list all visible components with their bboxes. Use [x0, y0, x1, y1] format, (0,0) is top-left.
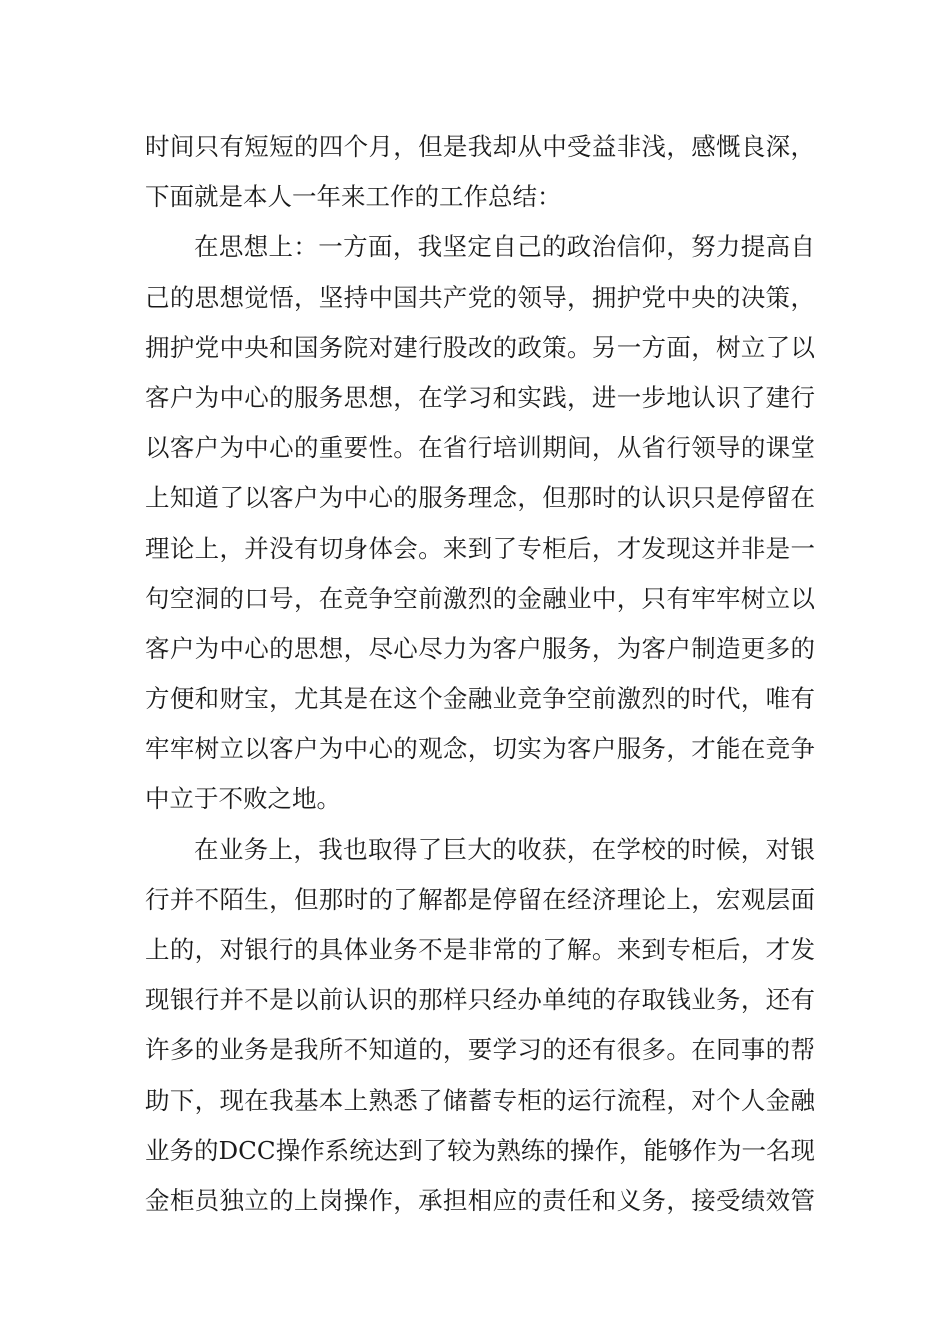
text-line: 上的，对银行的具体业务不是非常的了解。来到专柜后，才发	[145, 935, 815, 964]
text-line: 中立于不败之地。	[145, 784, 341, 814]
text-line: 金柜员独立的上岗操作，承担相应的责任和义务，接受绩效管	[145, 1185, 815, 1215]
text-line: 许多的业务是我所不知道的，要学习的还有很多。在同事的帮	[145, 1035, 815, 1065]
text-line: 方便和财宝，尤其是在这个金融业竞争空前激烈的时代，唯有	[145, 684, 815, 714]
text-line: 己的思想觉悟，坚持中国共产党的领导，拥护党中央的决策，	[145, 282, 815, 312]
body-text	[145, 122, 815, 1226]
text-line: 拥护党中央和国务院对建行股改的政策。另一方面，树立了以	[145, 332, 815, 362]
text-line: 客户为中心的服务思想，在学习和实践，进一步地认识了建行	[145, 382, 815, 412]
text-line: 客户为中心的思想，尽心尽力为客户服务，为客户制造更多的	[145, 633, 815, 663]
text-line: 时间只有短短的四个月，但是我却从中受益非浅，感慨良深，	[145, 132, 815, 161]
paragraph-first-line: 在业务上，我也取得了巨大的收获，在学校的时候，对银	[194, 834, 815, 864]
text-line: 牢牢树立以客户为中心的观念，切实为客户服务，才能在竞争	[145, 734, 815, 764]
text-line: 业务的DCC操作系统达到了较为熟练的操作，能够作为一名现	[145, 1135, 815, 1165]
text-line: 助下，现在我基本上熟悉了储蓄专柜的运行流程，对个人金融	[145, 1085, 815, 1115]
text-line: 句空洞的口号，在竞争空前激烈的金融业中，只有牢牢树立以	[145, 583, 815, 613]
text-line: 上知道了以客户为中心的服务理念，但那时的认识只是停留在	[145, 483, 815, 513]
text-line: 现银行并不是以前认识的那样只经办单纯的存取钱业务，还有	[145, 985, 815, 1015]
text-line: 理论上，并没有切身体会。来到了专柜后，才发现这并非是一	[145, 533, 815, 563]
text-line: 以客户为中心的重要性。在省行培训期间，从省行领导的课堂	[145, 433, 815, 463]
text-line: 行并不陌生，但那时的了解都是停留在经济理论上，宏观层面	[145, 884, 815, 914]
text-line: 下面就是本人一年来工作的工作总结：	[145, 182, 562, 212]
paragraph-first-line: 在思想上：一方面，我坚定自己的政治信仰，努力提高自	[194, 232, 815, 262]
